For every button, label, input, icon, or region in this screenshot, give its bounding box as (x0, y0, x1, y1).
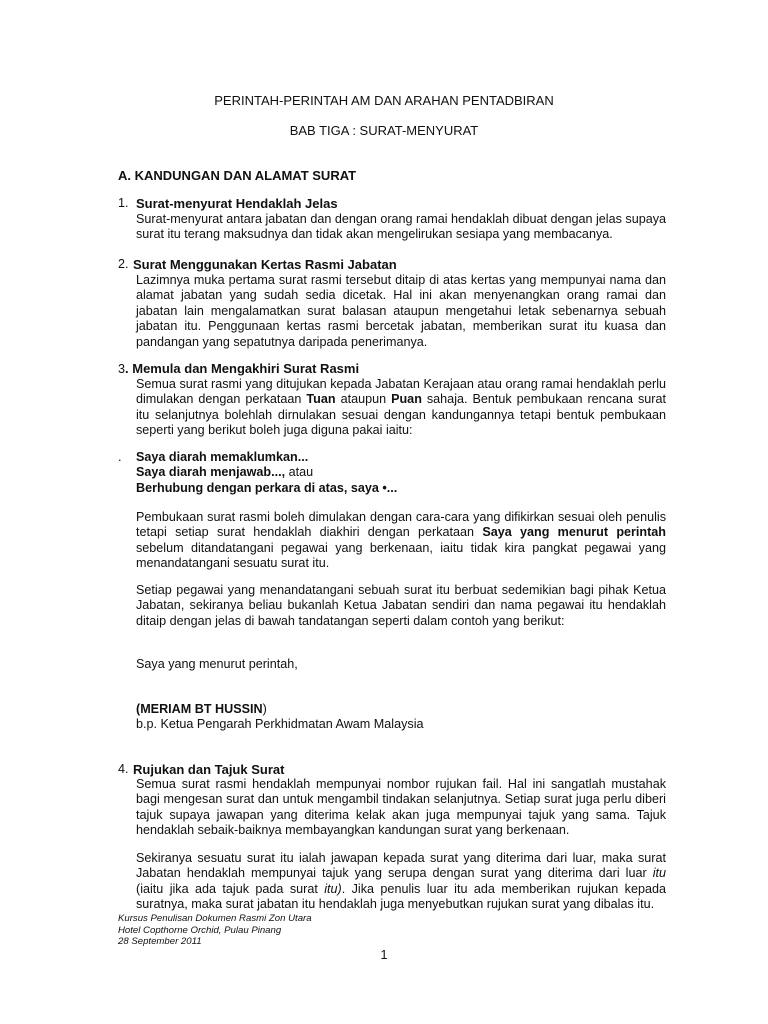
document-title: PERINTAH-PERINTAH AM DAN ARAHAN PENTADBIRAN (214, 93, 554, 108)
example-1: Saya diarah memaklumkan... (136, 450, 309, 464)
item2-heading: Surat Menggunakan Kertas Rasmi Jabatan (133, 257, 397, 272)
example-2-line (136, 465, 313, 480)
item4-text2-b: (iaitu jika ada tajuk pada surat (136, 881, 325, 896)
footer-line-1: Kursus Penulisan Dokumen Rasmi Zon Utara (118, 913, 312, 924)
item4-text2-c: . Jika penulis luar itu ada memberikan rujukan kepada suratnya, maka surat jabatan itu hendaklah juga menyebutkan rujukan surat yang dibalas itu. (136, 881, 666, 912)
item4-itu-2: itu) (324, 881, 342, 896)
section-a-heading: A. KANDUNGAN DAN ALAMAT SURAT (118, 168, 357, 183)
footer-line-2: Hotel Copthorne Orchid, Pulau Pinang (118, 924, 282, 936)
sample-name-line (136, 702, 267, 717)
item4-text1: Semua surat rasmi hendaklah mempunyai nombor rujukan fail. Hal ini sangatlah mustahak bagi mengesan surat dan untuk mengambil tindakan selanjutnya. Setiap surat juga perlu diberi tajuk supaya jawapan yang diterima kelak akan juga mempunyai tajuk yang sama. Tajuk hendaklah sebaik-baiknya membayangkan kandungan surat yang berkenaan. (136, 777, 666, 838)
item3-puan: Puan (391, 392, 422, 407)
closing-bold: Saya yang menurut perintah (482, 525, 667, 540)
example-bullet: . (118, 450, 122, 464)
item2-paragraph (136, 273, 666, 350)
example-3: Berhubung dengan perkara di atas, saya •... (136, 481, 398, 495)
item1-heading: Surat-menyurat Hendaklah Jelas (136, 196, 338, 211)
signing-text: Setiap pegawai yang menandatangani sebuah surat itu berbuat sedemikian bagi pihak Ketua Jabatan, sekiranya beliau bukanlah Ketua Jabatan sendiri dan nama pegawai itu hendaklah ditaip dengan jelas di bawah tandatangan seperti dalam contoh yang berikut: (136, 583, 666, 628)
sample-name-close: ) (262, 702, 267, 716)
item3-heading: . Memula dan Mengakhiri Surat Rasmi (125, 361, 360, 376)
item4-heading: Rujukan dan Tajuk Surat (133, 762, 285, 777)
item4-paragraph-2 (136, 851, 666, 913)
item1-paragraph (136, 212, 666, 243)
item4-number: 4. (118, 762, 129, 776)
item3-text-a: Semua surat rasmi yang ditujukan kepada Jabatan Kerajaan atau orang ramai hendaklah perlu dimulakan dengan perkataan (136, 377, 666, 407)
example-2-suffix: atau (285, 465, 314, 479)
example-2: Saya diarah menjawab..., (136, 465, 286, 479)
sample-closing: Saya yang menurut perintah, (136, 657, 298, 671)
sample-name: (MERIAM BT HUSSIN (136, 702, 263, 716)
item2-text: Lazimnya muka pertama surat rasmi tersebut ditaip di atas kertas yang mempunyai nama dan alamat jabatan yang sudah sedia dicetak. Hal ini akan menyenangkan orang ramai dan jabatan lain mengalamatkan surat balasan ataupun mengetahui letak sebenarnya sebuah jabatan itu. Penggunaan kertas rasmi bercetak jabatan, memberikan surat itu kuasa dan pandangan yang sepatutnya daripada penerimanya. (136, 273, 666, 349)
item1-text: Surat-menyurat antara jabatan dan dengan orang ramai hendaklah dibuat dengan jelas supaya surat itu terang maksudnya dan tidak akan mengelirukan sesiapa yang membacanya. (136, 212, 667, 242)
item3-number: 3 (118, 362, 126, 376)
sample-position: b.p. Ketua Pengarah Perkhidmatan Awam Malaysia (136, 717, 424, 731)
chapter-title: BAB TIGA : SURAT-MENYURAT (289, 123, 479, 138)
item3-tuan: Tuan (306, 392, 336, 407)
item1-number: 1. (118, 196, 129, 210)
page-number: 1 (380, 948, 388, 962)
item3-paragraph (136, 377, 666, 439)
closing-text-a: Pembukaan surat rasmi boleh dimulakan dengan cara-cara yang difikirkan sesuai oleh penulis tetapi setiap surat hendaklah diakhiri dengan perkataan (136, 510, 666, 540)
footer-line-3: 28 September 2011 (118, 936, 202, 947)
item3-text-c: sahaja. Bentuk pembukaan rencana surat itu selanjutnya bolehlah dirnulakan sesuai dengan kandungannya tetapi bentuk pembukaan seperti yang berikut boleh juga diguna pakai iaitu: (136, 392, 666, 438)
footer (118, 913, 312, 948)
signing-paragraph (136, 583, 666, 629)
item3-heading-line (118, 361, 359, 377)
closing-paragraph (136, 510, 666, 572)
item4-text2-a: Sekiranya sesuatu surat itu ialah jawapan kepada surat yang diterima dari luar, maka surat Jabatan hendaklah mempunyai tajuk yang serupa dengan surat yang diterima dari luar (136, 851, 666, 881)
item2-number: 2. (118, 257, 129, 271)
closing-text-b: sebelum ditandatangani pegawai yang berkenaan, iaitu tidak kira pangkat pegawai yang menandatangani sesuatu surat itu. (136, 540, 666, 571)
item4-itu-1: itu (652, 866, 666, 881)
item3-text-b: ataupun (335, 392, 392, 407)
item4-paragraph-1 (136, 777, 666, 839)
